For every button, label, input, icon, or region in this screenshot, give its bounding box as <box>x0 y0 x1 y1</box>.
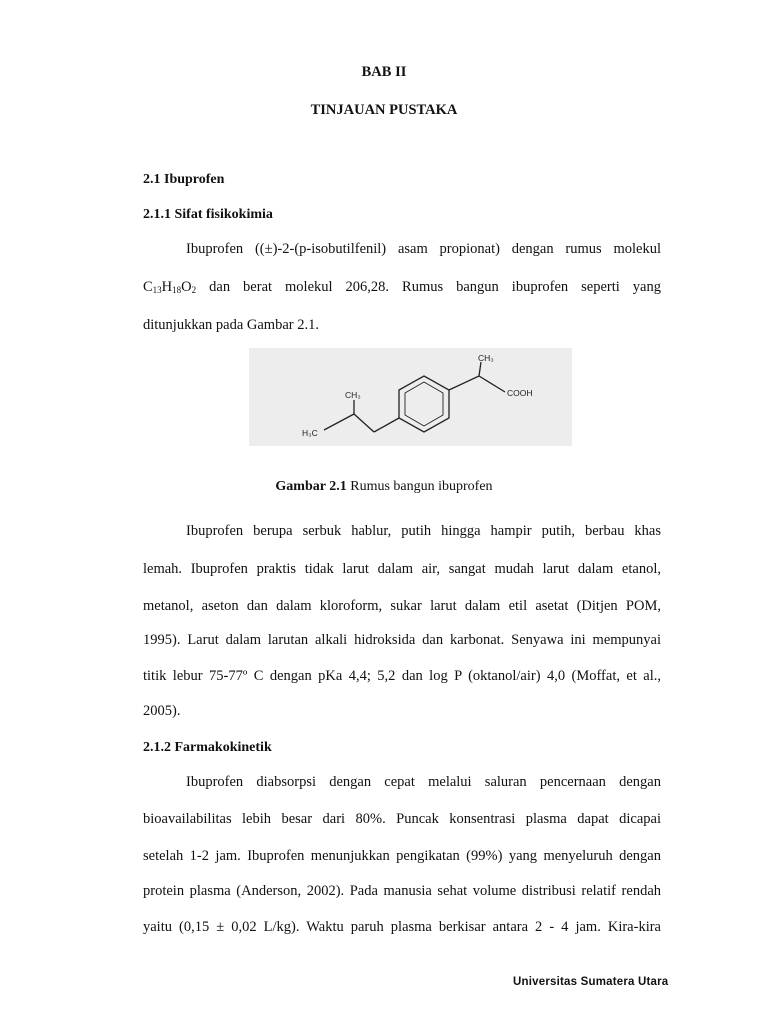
paragraph-line: 1995). Larut dalam larutan alkali hidroksida dan karbonat. Senyawa ini mempunyai <box>143 632 661 648</box>
footer-university: Universitas Sumatera Utara <box>513 976 669 988</box>
section-heading: 2.1 Ibuprofen <box>143 172 225 187</box>
paragraph-line: yaitu (0,15 ± 0,02 L/kg). Waktu paruh plasma berkisar antara 2 - 4 jam. Kira-kira <box>143 919 661 935</box>
subsection-heading-physicochemical: 2.1.1 Sifat fisikokimia <box>143 207 273 222</box>
paragraph-line: setelah 1-2 jam. Ibuprofen menunjukkan pengikatan (99%) yang menyeluruh dengan <box>143 848 661 864</box>
formula-c: C <box>143 279 153 295</box>
subsection-heading-pharmacokinetics: 2.1.2 Farmakokinetik <box>143 740 272 755</box>
paragraph-line: titik lebur 75-77º C dengan pKa 4,4; 5,2 dan log P (oktanol/air) 4,0 (Moffat, et al., <box>143 668 661 684</box>
label-ch3-top: CH₃ <box>478 353 494 363</box>
formula-o-subscript: 2 <box>191 285 197 295</box>
paragraph-line: 2005). <box>143 703 181 719</box>
ibuprofen-structure-diagram <box>249 348 572 446</box>
paragraph-line: bioavailabilitas lebih besar dari 80%. Puncak konsentrasi plasma dapat dicapai <box>143 811 661 827</box>
formula-c-subscript: 13 <box>152 285 162 295</box>
caption-label: Gambar 2.1 <box>275 479 347 494</box>
chapter-title: TINJAUAN PUSTAKA <box>310 102 458 118</box>
caption-text: Rumus bangun ibuprofen <box>346 479 493 494</box>
chapter-number: BAB II <box>361 64 407 80</box>
formula-line-rest: dan berat molekul 206,28. Rumus bangun ibuprofen seperti yang <box>196 279 661 295</box>
paragraph-line: ditunjukkan pada Gambar 2.1. <box>143 317 319 333</box>
paragraph-line: Ibuprofen berupa serbuk hablur, putih hingga hampir putih, berbau khas <box>186 523 661 539</box>
paragraph-line: metanol, aseton dan dalam kloroform, sukar larut dalam etil asetat (Ditjen POM, <box>143 598 661 614</box>
paragraph-line: lemah. Ibuprofen praktis tidak larut dalam air, sangat mudah larut dalam etanol, <box>143 561 661 577</box>
label-ch3-left: CH₃ <box>345 390 361 400</box>
label-cooh: COOH <box>507 388 533 398</box>
paragraph-line-formula <box>143 279 661 296</box>
formula-h-subscript: 18 <box>172 285 182 295</box>
formula-o: O <box>181 279 192 295</box>
figure-caption <box>0 479 768 495</box>
paragraph-line: Ibuprofen ((±)-2-(p-isobutilfenil) asam propionat) dengan rumus molekul <box>186 241 661 257</box>
paragraph-line: protein plasma (Anderson, 2002). Pada manusia sehat volume distribusi relatif rendah <box>143 883 661 899</box>
label-h3c: H₃C <box>302 428 318 438</box>
ibuprofen-structure-figure <box>249 348 572 446</box>
paragraph-line: Ibuprofen diabsorpsi dengan cepat melalui saluran pencernaan dengan <box>186 774 661 790</box>
formula-h: H <box>161 279 173 295</box>
